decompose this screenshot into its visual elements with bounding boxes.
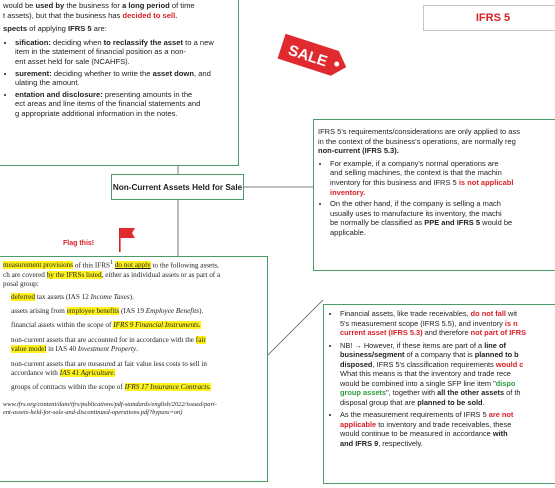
applicability-box [313, 119, 555, 271]
applicability-example-inventory: • For example, if a company's normal operations are and selling machines, the context is that the machin inventory for this business and IFRS 5 is not applicabl inventory. [330, 159, 555, 197]
scope-notes-list [328, 309, 555, 448]
aspect-measurement: • surement: deciding whether to write the asset down, and ulating the amount. [15, 69, 234, 88]
exclusion-insurance-contracts: groups of contracts within the scope of IFRS 17 Insurance Contracts. [11, 383, 211, 392]
scope-note-disposal-group: • NB! → However, if these items are part of a line of business/segment of a company that is planned to b disposed, IFRS 5's classification requirements would c What this means is that the inventory and trade rece would be combined into a single SFP line item "dispo group assets", together with all the other assets of th disposal group that are planned to be sold. [340, 341, 555, 408]
flag-note: Flag this! [63, 240, 95, 247]
aspects-heading: spects of applying IFRS 5 are: [3, 24, 107, 34]
central-topic-label: Non-Current Assets Held for Sale [112, 182, 243, 192]
sale-tag-icon [272, 33, 352, 79]
exclusions-intro: measurement provisions of this IFRS$^1$ do not apply to the following assets, ch are covered by the IFRSs listed, either as individual assets or as part of a posal group: [3, 260, 221, 289]
scope-notes-box [323, 304, 555, 484]
exclusion-agriculture: non-current assets that are measured at fair value less costs to sell in accordance with IAS 41 Agriculture. [11, 359, 207, 378]
applicability-list [318, 159, 555, 238]
title-badge [423, 5, 555, 31]
aspects-list [3, 38, 234, 119]
measurement-exclusions-box [0, 256, 268, 482]
flag-icon [117, 226, 137, 254]
ncahfs-definition-box [0, 0, 239, 166]
connector-right-bottom [268, 300, 323, 355]
aspect-presentation: • entation and disclosure: presenting amounts in the ect areas and line items of the financial statements and g appropriate additional information in the notes. [15, 90, 234, 119]
exclusion-financial-assets: financial assets within the scope of IFRS 9 Financial Instruments. [11, 321, 201, 330]
definition-text: would be used by the business for a long period of time t assets), but that the business has decided to sell. [3, 1, 195, 20]
central-topic-box [111, 174, 244, 200]
scope-note-measurement: • As the measurement requirements of IFRS 5 are not applicable to inventory and trade receivables, these would continue to be measured in accordance with and IFRS 9, respectively. [340, 410, 555, 448]
title-text: IFRS 5 [475, 12, 511, 24]
exclusion-investment-property: non-current assets that are accounted for in accordance with the fair value model in IAS 40 Investment Property. [11, 335, 206, 354]
scope-note-financial-assets: • Financial assets, like trade receivables, do not fall wit 5's measurement scope (IFRS 5.5), and inventory is n current asset (IFRS 5.3) and therefore not part of IFRS [340, 309, 555, 338]
exclusion-deferred-tax: deferred tax assets (IAS 12 Income Taxes). [11, 292, 134, 301]
sale-tag-text: SALE [286, 41, 330, 71]
applicability-intro: IFRS 5's requirements/considerations are only applied to ass in the context of the business's operations, are normally reg non-current (IFRS 5.3). [318, 127, 520, 156]
applicability-example-ppe: • On the other hand, if the company is selling a mach usually uses to manufacture its inventory, the machi be normally be classified as PPE and IFRS 5 would be applicable. [330, 199, 555, 237]
source-reference: www.ifrs.org/content/dam/ifrs/publications/pdf-standards/english/2022/issued/part- ent-assets-held-for-sale-and-discontinued-operations.pdf?bypass=on) [3, 400, 217, 417]
aspect-classification: • sification: deciding when to reclassify the asset to a new item in the statement of financial position as a non- ent asset held for sale (NCAHFS). [15, 38, 234, 67]
exclusion-employee-benefits: assets arising from employee benefits (IAS 19 Employee Benefits). [11, 307, 204, 316]
